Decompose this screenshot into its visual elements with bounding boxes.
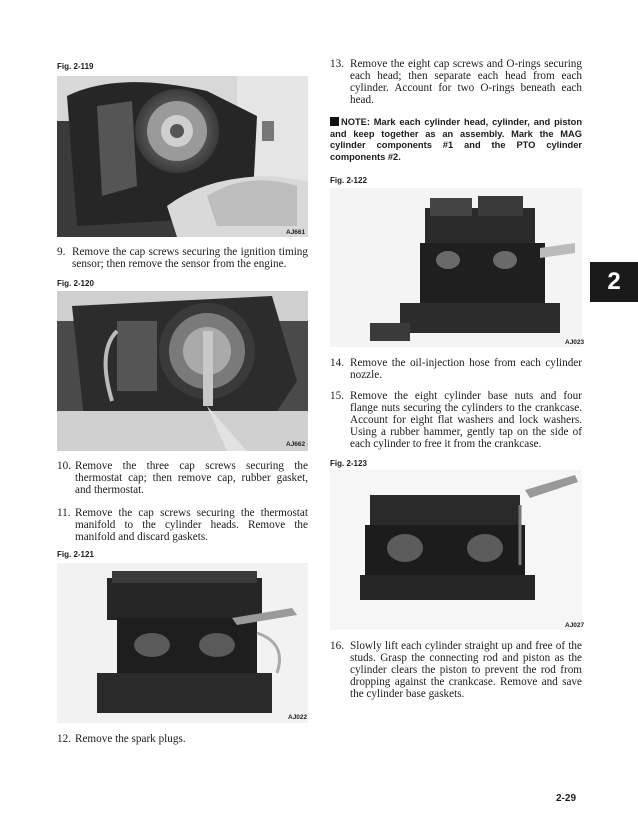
step-10-number: 10. (57, 460, 71, 472)
step-15 (330, 390, 582, 450)
step-11-number: 11. (57, 507, 71, 519)
step-9 (57, 246, 308, 270)
figure-label-2-123: Fig. 2-123 (330, 459, 367, 468)
figure-label-2-121: Fig. 2-121 (57, 550, 94, 559)
step-14-text: Remove the oil-injection hose from each cylinder nozzle. (350, 357, 582, 381)
step-10 (57, 460, 308, 496)
step-12 (57, 733, 308, 745)
step-13-number: 13. (330, 58, 344, 70)
page-number: 2-29 (556, 793, 577, 804)
figure-2-119-code: AJ661 (286, 229, 306, 236)
figure-2-119-photo (57, 76, 308, 237)
step-11 (57, 507, 308, 543)
note-block (330, 117, 582, 163)
step-11-text: Remove the cap screws securing the thermostat manifold to the cylinder heads. Remove the manifold and discard gaskets. (75, 507, 308, 543)
figure-label-2-120: Fig. 2-120 (57, 279, 94, 288)
step-14-number: 14. (330, 357, 344, 369)
section-tab: 2 (590, 262, 638, 302)
step-9-number: 9. (57, 246, 66, 258)
note-text: NOTE: Mark each cylinder head, cylinder, and piston and keep together as an assembly. Mark the MAG cylinder components #1 and the PTO cylinder components #2. (330, 117, 582, 162)
step-16-text: Slowly lift each cylinder straight up and free of the studs. Grasp the connecting rod and piston as the cylinder clears the piston to prevent the rod from dropping against the crankcase. Remove and save the cylinder base gaskets. (350, 640, 582, 700)
figure-2-122-code: AJ023 (565, 339, 585, 346)
figure-2-123-photo (330, 470, 585, 630)
step-16 (330, 640, 582, 700)
step-12-number: 12. (57, 733, 71, 745)
figure-label-2-119: Fig. 2-119 (57, 62, 94, 71)
figure-2-120-code: AJ662 (286, 441, 306, 448)
figure-label-2-122: Fig. 2-122 (330, 176, 367, 185)
figure-2-120-photo (57, 291, 308, 451)
step-13 (330, 58, 582, 106)
step-16-number: 16. (330, 640, 344, 652)
step-13-text: Remove the eight cap screws and O-rings securing each head; then separate each head from each cylinder. Account for two O-rings beneath each head. (350, 58, 582, 106)
figure-2-121-photo (57, 563, 308, 723)
step-10-text: Remove the three cap screws securing the thermostat cap; then remove cap, rubber gasket, and thermostat. (75, 460, 308, 496)
step-15-number: 15. (330, 390, 344, 402)
figure-2-122-photo (330, 188, 585, 347)
note-square-icon (330, 117, 339, 126)
step-14 (330, 357, 582, 381)
step-9-text: Remove the cap screws securing the ignition timing sensor; then remove the sensor from the engine. (72, 246, 308, 270)
figure-2-123-code: AJ027 (565, 622, 585, 629)
step-12-text: Remove the spark plugs. (75, 733, 186, 745)
step-15-text: Remove the eight cylinder base nuts and four flange nuts securing the cylinders to the crankcase. Account for eight flat washers and lock washers. Using a rubber hammer, gently tap on the side of each cylinder to free it from the crankcase. (350, 390, 582, 450)
figure-2-121-code: AJ022 (288, 714, 308, 721)
